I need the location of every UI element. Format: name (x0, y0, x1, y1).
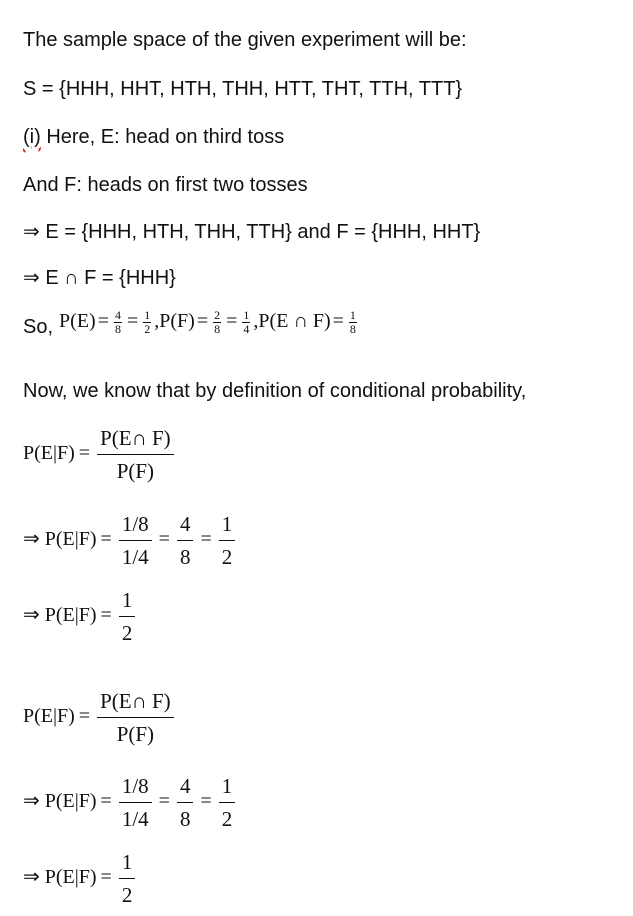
result-line: ⇒ P(E|F) = $\frac{1}{2}$ (23, 585, 138, 646)
ratio-num: 1/8 (121, 773, 149, 798)
pef-fraction (349, 309, 357, 336)
result-den: 2 (121, 882, 133, 907)
intermediate-fraction (177, 773, 194, 832)
sample-space-line: S = {HHH, HHT, HTH, THH, HTT, THT, TTH, TTT} (23, 78, 463, 100)
result-num: 1 (121, 849, 133, 874)
result-fraction (119, 587, 136, 646)
pe-fraction (114, 309, 122, 336)
pf-reduced-fraction (242, 309, 250, 336)
definition-den: P(F) (116, 458, 155, 483)
pf-den: 8 (214, 321, 221, 336)
f-definition-line: And F: heads on first two tosses (23, 174, 308, 196)
part-text: Here, E: head on third toss (40, 126, 285, 148)
ratio-fraction (119, 511, 152, 570)
pe-expr: P(E) = $\frac{4}{8}$ = $\frac{1}{2}$ ,P(F) = $\frac{2}{8}$ = $\frac{1}{4}$ ,P(E ∩ F) = $\frac{1}{8}$ (59, 307, 356, 336)
intermediate-num: 4 (179, 511, 191, 536)
pef-den: 8 (349, 321, 356, 336)
formula-lhs: P(E|F) (23, 442, 75, 464)
pe-reduced-num: 1 (144, 307, 151, 322)
definition-num: P(E∩ F) (100, 425, 171, 450)
computation-line: ⇒ P(E|F) = $\frac{1/8}{1/4}$ = $\frac{4}{8}$ = $\frac{1}{2}$ (23, 509, 238, 570)
result-lhs: ⇒ P(E|F) (23, 866, 97, 888)
now-line: Now, we know that by definition of conditional probability, (23, 380, 527, 402)
pf-reduced-num: 1 (243, 307, 250, 322)
definition-num: P(E∩ F) (100, 688, 171, 713)
probabilities-line (23, 306, 360, 336)
pf-label: P(F) (159, 310, 195, 332)
definition-fraction (97, 688, 174, 747)
ratio-den: 1/4 (121, 806, 149, 831)
definition-formula: P(E|F) = $\frac{P(E\cap F)}{P(F)}$ (23, 423, 177, 484)
reduced-num: 1 (221, 511, 233, 536)
reduced-den: 2 (221, 544, 233, 569)
pe-reduced-fraction (143, 309, 151, 336)
ratio-fraction (119, 773, 152, 832)
computation-line-repeat: ⇒ P(E|F) = $\frac{1/8}{1/4}$ = $\frac{4}{8}$ = $\frac{1}{2}$ (23, 771, 238, 832)
result-fraction (119, 849, 136, 908)
reduced-fraction (219, 511, 236, 570)
pf-reduced-den: 4 (243, 321, 250, 336)
intro-line: The sample space of the given experiment will be: (23, 29, 467, 51)
pe-den: 8 (114, 321, 121, 336)
pf-fraction (213, 309, 221, 336)
e-f-sets-line: ⇒ E = {HHH, HTH, THH, TTH} and F = {HHH, HHT} (23, 221, 481, 243)
intermediate-fraction (177, 511, 194, 570)
reduced-den: 2 (221, 806, 233, 831)
definition-fraction (97, 425, 174, 484)
pef-label: P(E ∩ F) (258, 310, 331, 332)
so-label: So, (23, 316, 54, 338)
result-den: 2 (121, 620, 133, 645)
intermediate-den: 8 (179, 544, 191, 569)
definition-den: P(F) (116, 721, 155, 746)
part-label: (i) (23, 126, 41, 148)
definition-formula-repeat: P(E|F) = $\frac{P(E\cap F)}{P(F)}$ (23, 686, 177, 747)
pf-num: 2 (214, 307, 221, 322)
pe-label: P(E) (59, 310, 96, 332)
pef-num: 1 (349, 307, 356, 322)
intersection-line: ⇒ E ∩ F = {HHH} (23, 267, 176, 289)
result-line-repeat: ⇒ P(E|F) = $\frac{1}{2}$ (23, 847, 138, 908)
intermediate-den: 8 (179, 806, 191, 831)
intermediate-num: 4 (179, 773, 191, 798)
ratio-den: 1/4 (121, 544, 149, 569)
computation-lhs: ⇒ P(E|F) (23, 790, 97, 812)
ratio-num: 1/8 (121, 511, 149, 536)
reduced-num: 1 (221, 773, 233, 798)
computation-lhs: ⇒ P(E|F) (23, 528, 97, 550)
pe-num: 4 (114, 307, 121, 322)
formula-lhs: P(E|F) (23, 705, 75, 727)
result-lhs: ⇒ P(E|F) (23, 604, 97, 626)
reduced-fraction (219, 773, 236, 832)
pe-reduced-den: 2 (144, 321, 151, 336)
part-i-line (23, 125, 284, 149)
result-num: 1 (121, 587, 133, 612)
